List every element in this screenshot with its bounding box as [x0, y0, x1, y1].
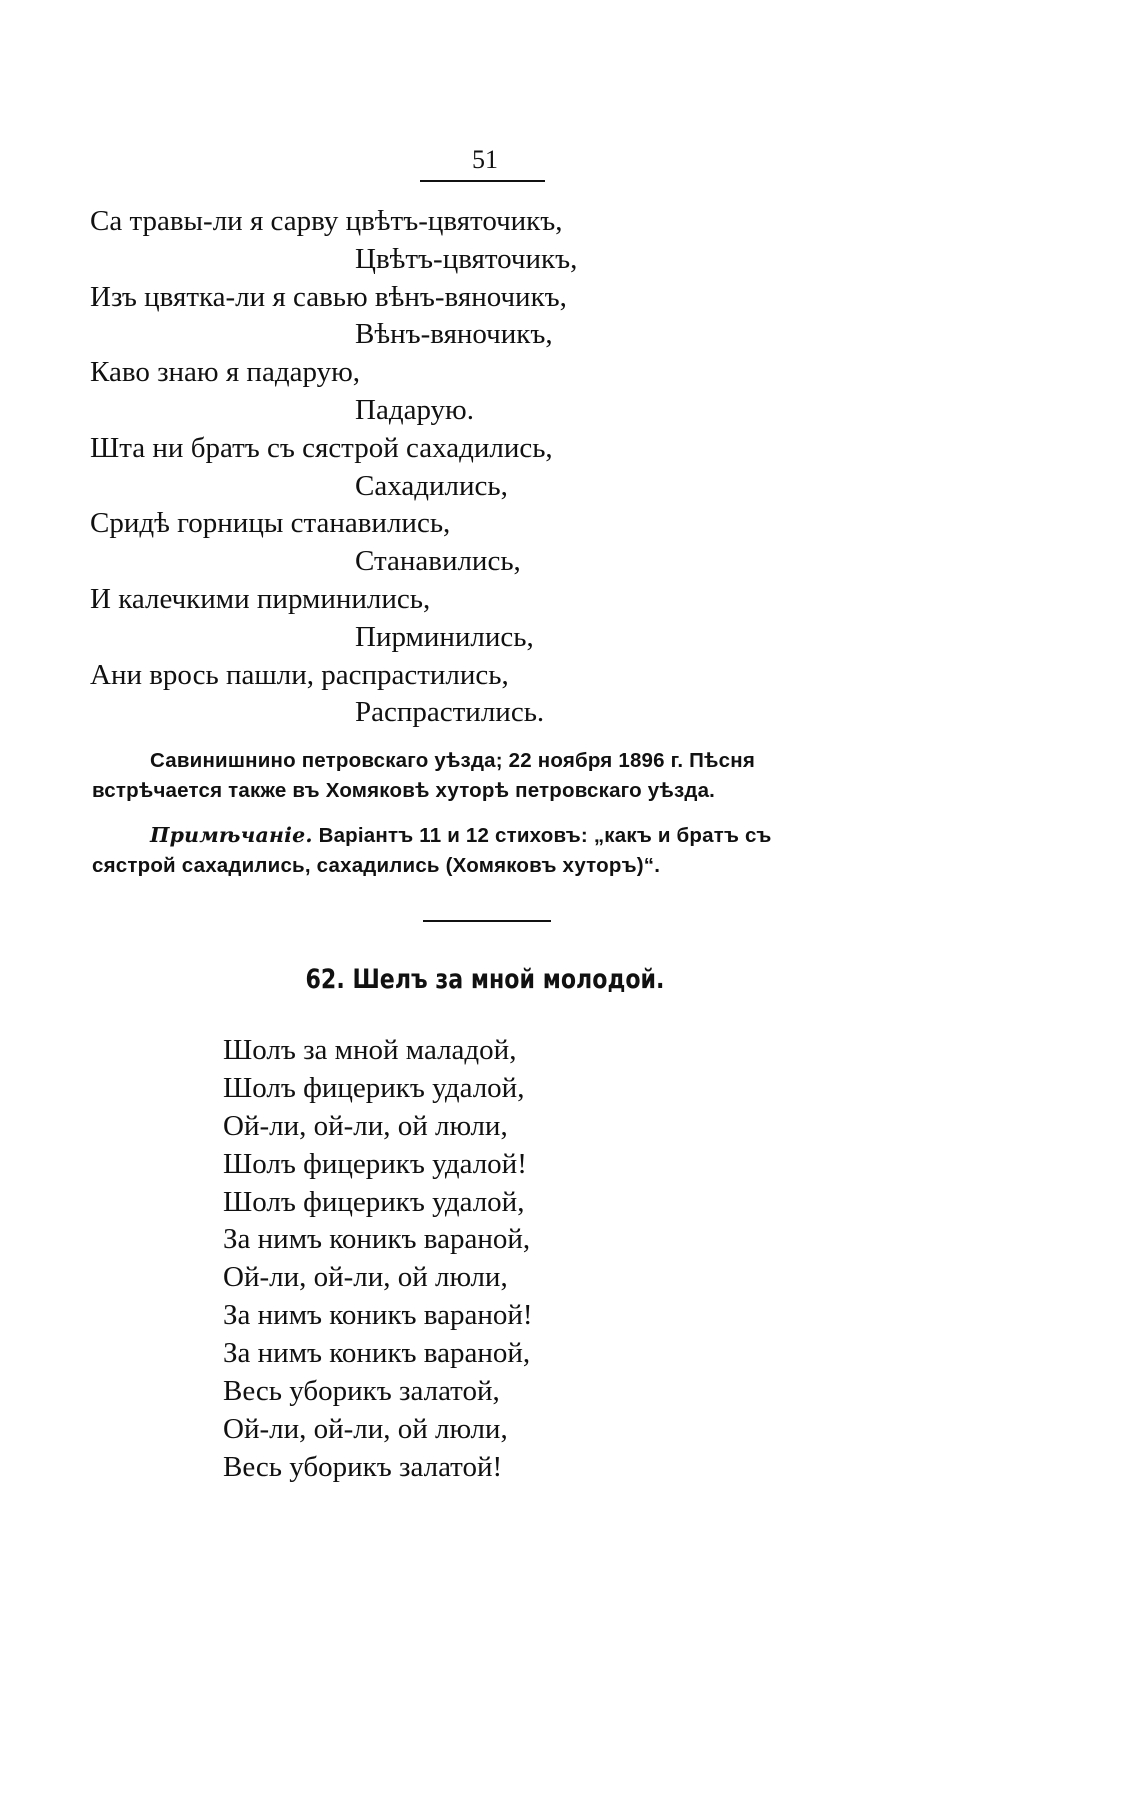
song-line: За нимъ коникъ вараной, [223, 1223, 531, 1256]
song-line: Шолъ за мной маладой, [223, 1034, 517, 1066]
song-line: Ой-ли, ой-ли, ой люли, [223, 1261, 508, 1294]
verse-line: Изъ цвятка-ли я савью вѣнъ-вяночикъ, [90, 280, 567, 313]
verse-line: Шта ни братъ съ сястрой сахадились, [90, 431, 553, 464]
variant-note-line: сястрой сахадились, сахадились (Хомяковъ хуторъ)“. [92, 854, 661, 877]
song-text [223, 1032, 823, 1487]
song-line: За нимъ коникъ вараной! [223, 1299, 533, 1332]
page-number-rule [420, 180, 545, 182]
verse-line: Сридѣ горницы станавились, [90, 507, 451, 540]
song-line: Ой-ли, ой-ли, ой люли, [223, 1412, 508, 1445]
source-note-line: встрѣчается также въ Хомяковѣ хуторѣ петровскаго уѣзда. [92, 779, 716, 802]
song-title: 62. Шелъ за мной молодой. [305, 964, 665, 995]
verse-line: Падарую. [355, 393, 474, 426]
song-line: За нимъ коникъ вараной, [223, 1337, 531, 1370]
verse-line: Са травы-ли я сарву цвѣтъ-цвяточикъ, [90, 205, 563, 237]
variant-note [92, 820, 882, 881]
verse-line: И калечкими пирминились, [90, 582, 431, 615]
verse-line: Вѣнъ-вяночикъ, [355, 318, 553, 351]
song-line: Весь уборикъ залатой! [223, 1450, 503, 1483]
source-note-line: Савинишнино петровскаго уѣзда; 22 ноября 1896 г. Пѣсня [150, 749, 756, 772]
page-number: 51 [472, 145, 498, 174]
verse-line: Пирминились, [355, 620, 534, 653]
song-line: Шолъ фицерикъ удалой, [223, 1185, 525, 1218]
variant-note-line [92, 820, 882, 851]
verse-line: Распрастились. [355, 696, 545, 729]
song-line: Шолъ фицерикъ удалой! [223, 1147, 527, 1180]
verse-line: Каво знаю я падарую, [90, 356, 360, 389]
variant-note-label: Примѣчаніе. [150, 823, 313, 847]
verse-line: Станавились, [355, 545, 521, 578]
verse-line: Цвѣтъ-цвяточикъ, [355, 242, 578, 275]
verse-continuation [90, 203, 990, 732]
verse-line: Сахадились, [355, 469, 508, 502]
song-line: Шолъ фицерикъ удалой, [223, 1071, 525, 1104]
song-line: Весь уборикъ залатой, [223, 1375, 500, 1408]
source-note [92, 746, 882, 806]
song-line: Ой-ли, ой-ли, ой люли, [223, 1109, 508, 1142]
variant-note-text: Варіантъ 11 и 12 стиховъ: „какъ и братъ съ [318, 824, 772, 847]
verse-line: Ани врось пашли, распрастились, [90, 658, 509, 691]
section-divider [423, 920, 551, 922]
